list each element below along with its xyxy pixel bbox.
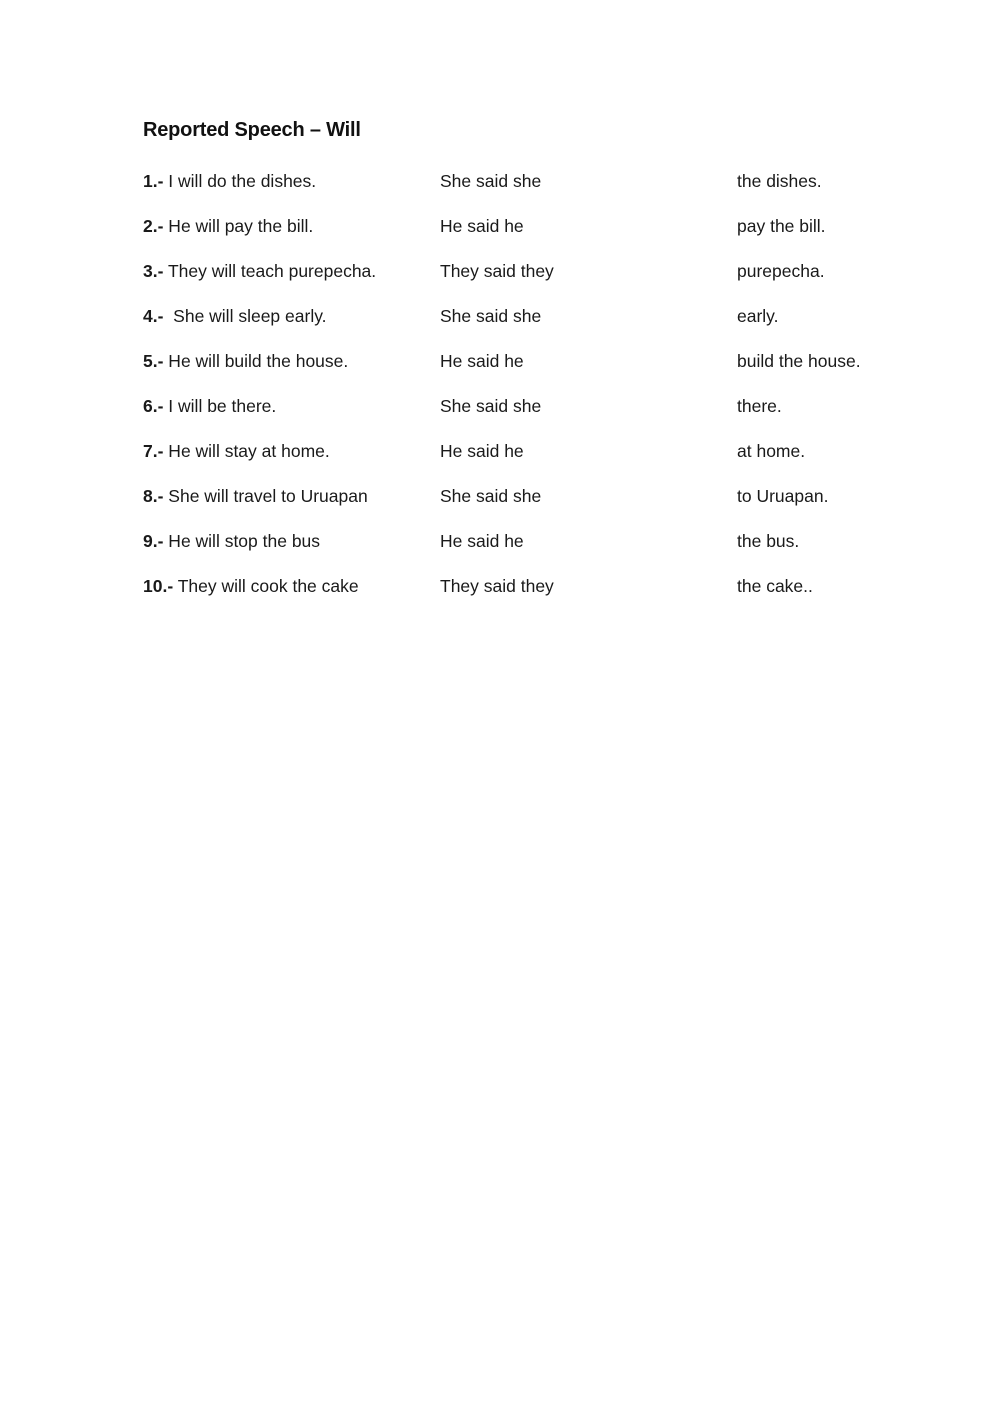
original-sentence bbox=[143, 170, 316, 192]
original-text: She will sleep early. bbox=[163, 306, 327, 326]
reported-end: the cake.. bbox=[737, 576, 813, 596]
original-sentence bbox=[143, 215, 313, 237]
reported-start: They said they bbox=[440, 261, 554, 281]
reported-start: She said she bbox=[440, 306, 542, 326]
original-sentence bbox=[143, 530, 320, 552]
reported-start: He said he bbox=[440, 531, 524, 551]
item-number: 2.- bbox=[143, 216, 164, 236]
original-sentence bbox=[143, 575, 359, 597]
original-text: They will teach purepecha. bbox=[163, 261, 377, 281]
original-text: He will stop the bus bbox=[163, 531, 321, 551]
reported-start: She said she bbox=[440, 171, 542, 191]
item-number: 7.- bbox=[143, 441, 164, 461]
exercise-row-6 bbox=[143, 395, 943, 440]
original-sentence bbox=[143, 350, 348, 372]
original-text: She will travel to Uruapan bbox=[163, 486, 368, 506]
original-text: He will build the house. bbox=[163, 351, 349, 371]
reported-end: there. bbox=[737, 396, 782, 416]
reported-start: He said he bbox=[440, 441, 524, 461]
worksheet-title: Reported Speech – Will bbox=[143, 119, 361, 141]
exercise-row-7 bbox=[143, 440, 943, 485]
reported-end: the dishes. bbox=[737, 171, 822, 191]
reported-end: early. bbox=[737, 306, 779, 326]
original-text: He will stay at home. bbox=[163, 441, 330, 461]
exercise-row-5 bbox=[143, 350, 943, 395]
reported-end: at home. bbox=[737, 441, 806, 461]
item-number: 8.- bbox=[143, 486, 164, 506]
original-text: They will cook the cake bbox=[173, 576, 359, 596]
reported-start: He said he bbox=[440, 216, 524, 236]
item-number: 3.- bbox=[143, 261, 164, 281]
exercise-row-4 bbox=[143, 305, 943, 350]
reported-end: the bus. bbox=[737, 531, 800, 551]
reported-end: build the house. bbox=[737, 351, 861, 371]
exercise-row-8 bbox=[143, 485, 943, 530]
original-sentence bbox=[143, 260, 376, 282]
item-number: 9.- bbox=[143, 531, 164, 551]
item-number: 6.- bbox=[143, 396, 164, 416]
exercise-row-1 bbox=[143, 170, 943, 215]
exercise-row-10 bbox=[143, 575, 943, 620]
item-number: 10.- bbox=[143, 576, 174, 596]
original-text: I will do the dishes. bbox=[163, 171, 317, 191]
exercise-row-3 bbox=[143, 260, 943, 305]
reported-start: She said she bbox=[440, 396, 542, 416]
original-text: I will be there. bbox=[163, 396, 277, 416]
reported-end: purepecha. bbox=[737, 261, 825, 281]
reported-start: She said she bbox=[440, 486, 542, 506]
exercise-row-9 bbox=[143, 530, 943, 575]
original-text: He will pay the bill. bbox=[163, 216, 314, 236]
item-number: 4.- bbox=[143, 306, 164, 326]
item-number: 1.- bbox=[143, 171, 164, 191]
original-sentence bbox=[143, 395, 276, 417]
reported-start: They said they bbox=[440, 576, 554, 596]
exercise-list bbox=[143, 170, 943, 620]
reported-end: pay the bill. bbox=[737, 216, 826, 236]
original-sentence bbox=[143, 440, 330, 462]
exercise-row-2 bbox=[143, 215, 943, 260]
reported-start: He said he bbox=[440, 351, 524, 371]
item-number: 5.- bbox=[143, 351, 164, 371]
original-sentence bbox=[143, 485, 368, 507]
original-sentence bbox=[143, 305, 327, 327]
reported-end: to Uruapan. bbox=[737, 486, 829, 506]
